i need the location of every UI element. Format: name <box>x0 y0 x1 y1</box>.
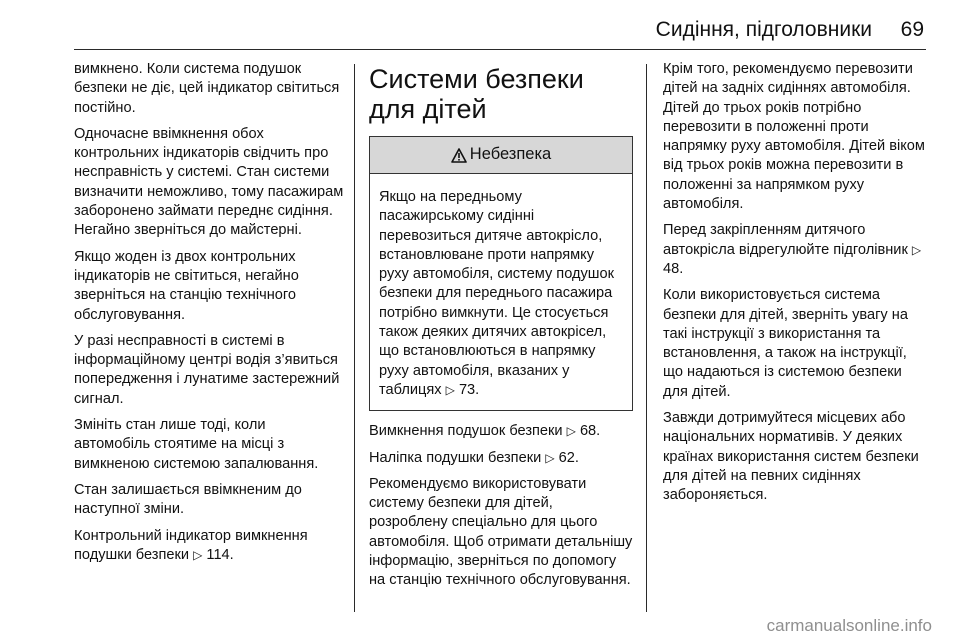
warning-box <box>369 136 633 411</box>
column-divider <box>646 64 647 612</box>
reference-text: Контрольний індикатор вимкнення подушки безпеки <box>74 527 308 563</box>
cross-reference <box>369 449 633 468</box>
paragraph: Завжди дотримуйтеся місцевих або національних нормативів. У деяких країнах використання систем безпеки для дітей на певних сидіннях забороняється. <box>663 410 919 504</box>
text-column-left <box>74 60 344 572</box>
triangle-right-icon: ▷ <box>545 450 555 465</box>
page-number: 69 <box>900 18 924 41</box>
header-divider <box>74 49 926 50</box>
warning-body <box>370 174 632 410</box>
reference-text: Вимкнення подушок безпеки <box>369 423 563 440</box>
text-column-middle <box>369 64 633 598</box>
page-reference-link[interactable]: 73. <box>458 381 480 398</box>
triangle-right-icon: ▷ <box>911 242 922 257</box>
section-title: Системи безпеки для дітей <box>369 64 584 124</box>
triangle-right-icon: ▷ <box>566 424 576 439</box>
cross-reference <box>369 422 633 441</box>
paragraph: Змініть стан лише тоді, коли автомобіль стоятиме на місці з вимкненою системою запалювання. <box>74 417 319 472</box>
paragraph: Одночасне ввімкнення обох контрольних індикаторів свідчить про несправність у системі. Стан системи визначити неможливо, тому пасажирам заборонено займати переднє сидіння. Негайно зверніться до майстерні. <box>74 125 344 239</box>
paragraph: Стан залишається ввімкненим до наступної зміни. <box>74 481 302 518</box>
paragraph: Крім того, рекомендуємо перевозити дітей на задніх сидіннях автомобіля. Дітей до трьох років потрібно перевозити в положенні проти напрямку руху автомобіля. Дітей віком від трьох років можна перевозити в положенні за напрямком руху автомобіля. <box>663 61 925 213</box>
paragraph-with-reference <box>74 527 344 566</box>
warning-header <box>370 137 632 174</box>
paragraph: Якщо жоден із двох контрольних індикаторів не світиться, негайно зверніться на станцію технічного обслуговування. <box>74 248 299 323</box>
page-reference-link[interactable]: 68. <box>579 423 601 440</box>
warning-text: Якщо на передньому пасажирському сидінні перевозиться дитяче автокрісло, встановлюване проти напрямку руху автомобіля, систему подушок безпеки для переднього пасажира потрібно вимкнути. Це стосується також деяких дитячих автокрісел, що встановлюються в напрямку руху автомобіля, вказаних у таблицях <box>379 189 615 398</box>
page-reference-link[interactable]: 48. <box>663 260 684 277</box>
page-reference-link[interactable]: 114. <box>206 546 234 563</box>
triangle-right-icon: ▷ <box>445 382 455 397</box>
reference-text: Наліпка подушки безпеки <box>369 449 542 466</box>
paragraph: вимкнено. Коли система подушок безпеки не діє, цей індикатор світиться постійно. <box>74 61 340 116</box>
paragraph: Коли використовується система безпеки для дітей, зверніть увагу на такі інструкції з використання та встановлення, а також на інструкції, що надаються із системою безпеки для дітей. <box>663 287 908 400</box>
warning-label: Небезпека <box>469 145 552 164</box>
triangle-right-icon: ▷ <box>193 547 203 562</box>
watermark: carmanualsonline.info <box>766 616 932 635</box>
paragraph: Рекомендуємо використовувати систему безпеки для дітей, розроблену спеціально для цього автомобіля. Щоб отримати детальнішу інформацію, зверніться по допомогу на станцію технічного обслуговування. <box>369 475 633 589</box>
page-header <box>0 0 960 48</box>
reference-text: Перед закріпленням дитячого автокрісла відрегулюйте підголівник <box>663 222 908 258</box>
page-title: Сидіння, підголовники <box>655 18 872 41</box>
paragraph-with-reference <box>663 221 929 279</box>
text-column-right <box>663 60 929 513</box>
page-reference-link[interactable]: 62. <box>558 449 579 466</box>
warning-triangle-icon <box>451 148 467 163</box>
paragraph: У разі несправності в системі в інформаційному центрі водія з’явиться попередження і лунатиме застережний сигнал. <box>74 332 340 407</box>
column-divider <box>354 64 355 612</box>
